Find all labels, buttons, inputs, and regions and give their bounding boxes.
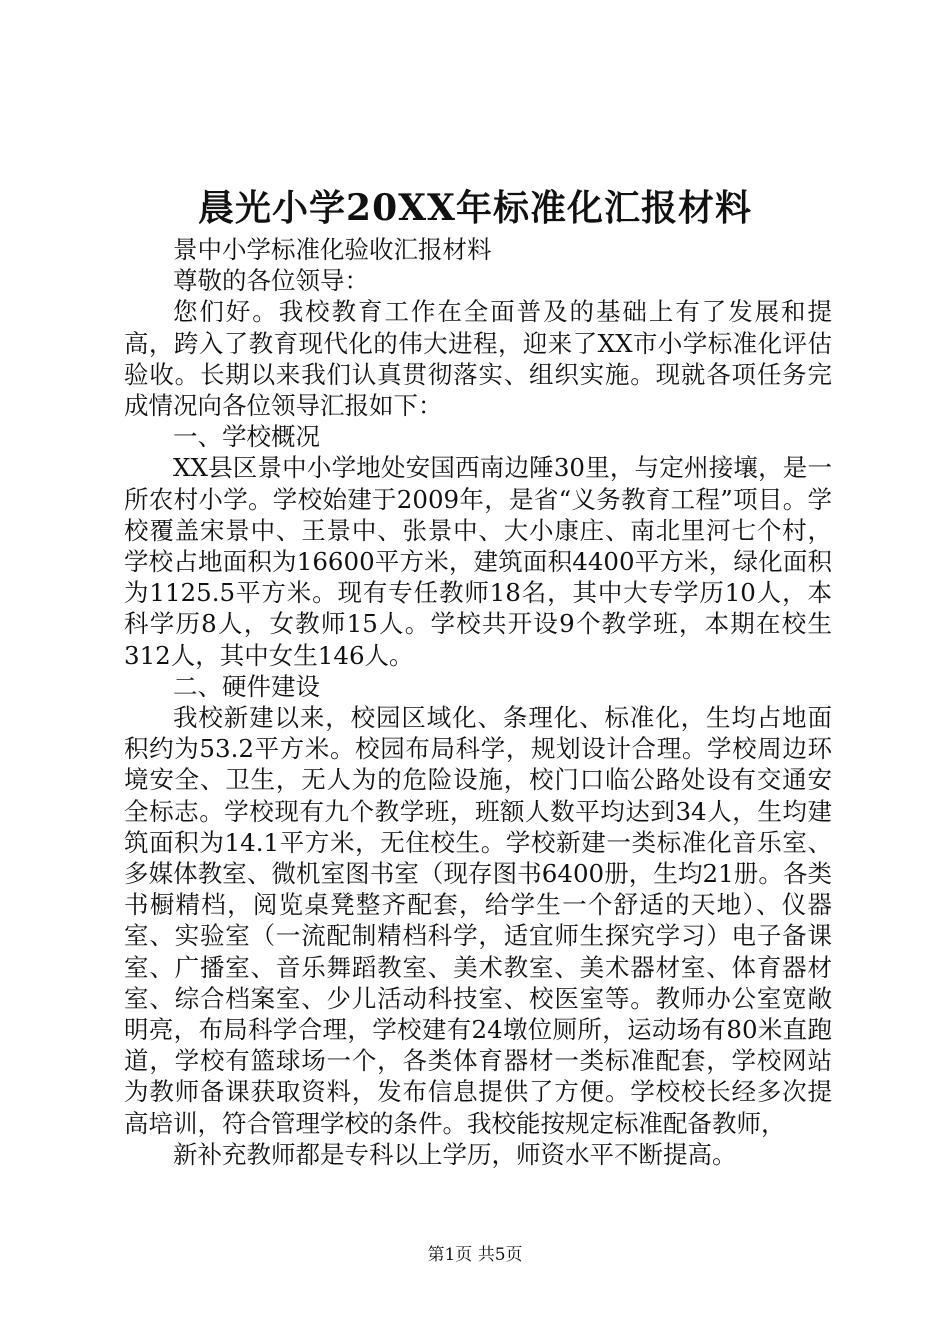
document-body [124, 234, 832, 1170]
paragraph-intro: 您们好。我校教育工作在全面普及的基础上有了发展和提高，跨入了教育现代化的伟大进程，迎来了XX市小学标准化评估验收。长期以来我们认真贯彻落实、组织实施。现就各项任务完成情况向各位领导汇报如下： [124, 297, 832, 421]
paragraph-salutation: 尊敬的各位领导： [173, 266, 369, 296]
document-title: 晨光小学20XX年标准化汇报材料 [198, 187, 752, 229]
paragraph-overview: XX县区景中小学地处安国西南边陲30里，与定州接壤，是一所农村小学。学校始建于2009年，是省“义务教育工程”项目。学校覆盖宋景中、王景中、张景中、大小康庄、南北里河七个村，学校占地面积为16600平方米，建筑面积4400平方米，绿化面积为1125.5平方米。现有专任教师18名，其中大专学历10人，本科学历8人，女教师15人。学校共开设9个教学班，本期在校生312人，其中女生146人。 [124, 453, 832, 670]
page-number-footer: 第1页 共5页 [427, 1245, 523, 1265]
section-heading-hardware: 二、硬件建设 [173, 671, 320, 701]
section-heading-overview: 一、学校概况 [173, 422, 320, 452]
paragraph-subtitle: 景中小学标准化验收汇报材料 [173, 235, 492, 264]
paragraph-teachers: 新补充教师都是专科以上学历，师资水平不断提高。 [173, 1139, 737, 1169]
paragraph-hardware: 我校新建以来，校园区域化、条理化、标准化，生均占地面积约为53.2平方米。校园布局科学，规划设计合理。学校周边环境安全、卫生，无人为的危险设施，校门口临公路处设有交通安全标志。学校现有九个教学班，班额人数平均达到34人，生均建筑面积为14.1平方米，无住校生。学校新建一类标准化音乐室、多媒体教室、微机室图书室（现存图书6400册，生均21册。各类书橱精档，阅览桌凳整齐配套，给学生一个舒适的天地）、仪器室、实验室（一流配制精档科学，适宜师生探究学习）电子备课室、广播室、音乐舞蹈教室、美术教室、美术器材室、体育器材室、综合档案室、少儿活动科技室、校医室等。教师办公室宽敞明亮，布局科学合理，学校建有24墩位厕所，运动场有80米直跑道，学校有篮球场一个，各类体育器材一类标准配套，学校网站为教师备课获取资料，发布信息提供了方便。学校校长经多次提高培训，符合管理学校的条件。我校能按规定标准配备教师， [124, 703, 832, 1138]
